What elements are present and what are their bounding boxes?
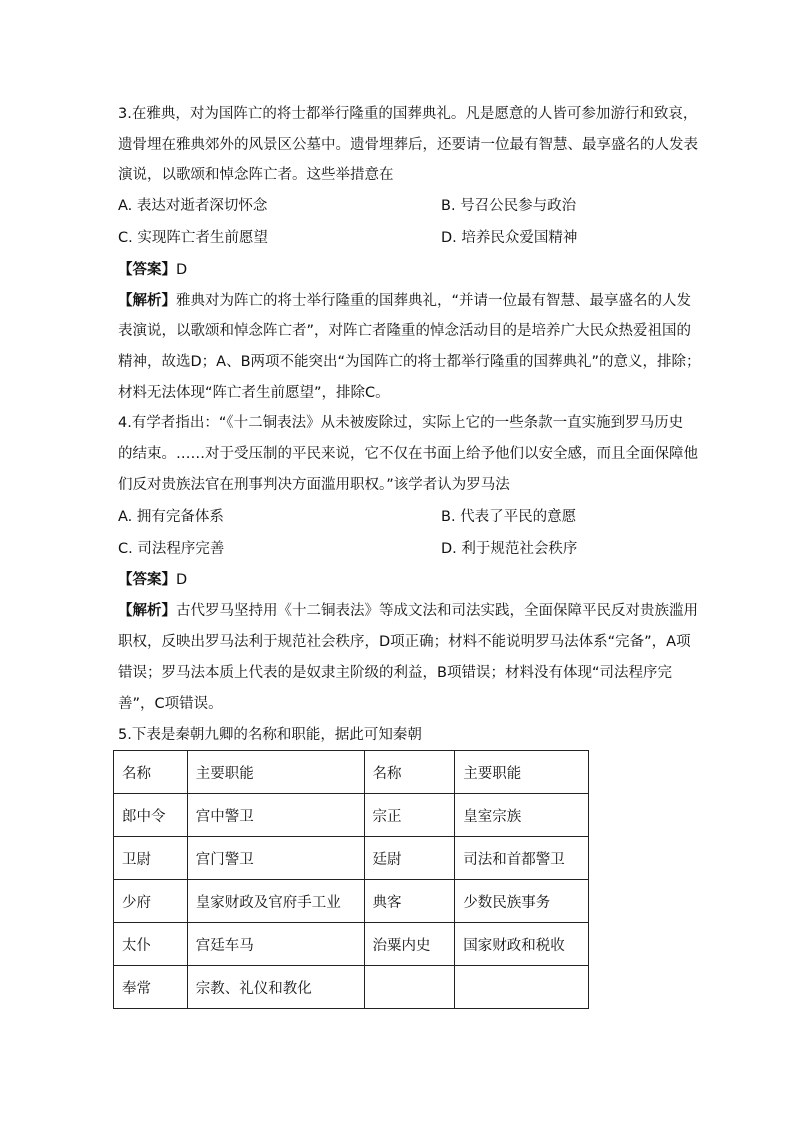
table-row <box>114 923 589 966</box>
q3-answer <box>118 260 688 280</box>
q3-analysis-line-3: 精神，故选D；A、B两项不能突出“为国阵亡的将士都举行隆重的国葬典礼”的意义，排除； <box>118 354 701 370</box>
analysis-text: 古代罗马坚持用《十二铜表法》等成文法和司法实践，全面保障平民反对贵族滥用 <box>176 603 698 619</box>
table-cell: 少数民族事务 <box>455 880 589 923</box>
q4-stem-line-3: 们反对贵族法官在刑事判决方面滥用职权。”该学者认为罗马法 <box>118 477 510 493</box>
answer-value: D <box>176 572 188 588</box>
table-cell: 名称 <box>114 751 188 794</box>
q3-stem-line-3: 演说，以歌颂和悼念阵亡者。这些举措意在 <box>118 167 394 183</box>
table-cell: 宫中警卫 <box>187 794 364 837</box>
q4-analysis-line-3: 错误；罗马法本质上代表的是奴隶主阶级的利益，B项错误；材料没有体现“司法程序完 <box>118 665 672 681</box>
q3-option-c: C. 实现阵亡者生前愿望 <box>118 230 268 246</box>
q5-stem: 5.下表是秦朝九卿的名称和职能，据此可知秦朝 <box>118 727 422 743</box>
q4-answer <box>118 570 688 590</box>
q3-analysis-line-2: 表演说，以歌颂和悼念阵亡者”，对阵亡者隆重的悼念活动目的是培养广大民众热爱祖国的 <box>118 323 692 339</box>
analysis-label: 【解析】 <box>118 293 176 309</box>
table-cell <box>455 966 589 1009</box>
q3-option-d: D. 培养民众爱国精神 <box>441 230 578 246</box>
q3-stem-line-2: 遗骨埋在雅典郊外的风景区公墓中。遗骨埋葬后，还要请一位最有智慧、最享盛名的人发表 <box>118 137 698 153</box>
q4-analysis-line-2: 职权，反映出罗马法利于规范社会秩序，D项正确；材料不能说明罗马法体系“完备”，A项 <box>118 634 691 650</box>
table-row <box>114 837 589 880</box>
table-row <box>114 966 589 1009</box>
table-cell: 宗正 <box>364 794 455 837</box>
table-cell: 郎中令 <box>114 794 188 837</box>
table-cell: 治粟内史 <box>364 923 455 966</box>
table-cell: 国家财政和税收 <box>455 923 589 966</box>
q4-option-d: D. 利于规范社会秩序 <box>441 541 578 557</box>
q3-option-b: B. 号召公民参与政治 <box>441 198 577 214</box>
answer-label: 【答案】 <box>118 572 176 588</box>
table-cell: 主要职能 <box>455 751 589 794</box>
table-cell <box>364 966 455 1009</box>
table-cell: 主要职能 <box>187 751 364 794</box>
q4-stem-line-1: 4.有学者指出：“《十二铜表法》从未被废除过，实际上它的一些条款一直实施到罗马历史 <box>118 415 684 431</box>
table-cell: 典客 <box>364 880 455 923</box>
table-cell: 太仆 <box>114 923 188 966</box>
table-cell: 少府 <box>114 880 188 923</box>
q3-analysis-line-1 <box>118 291 692 311</box>
q3-option-a: A. 表达对逝者深切怀念 <box>118 198 268 214</box>
table-row <box>114 880 589 923</box>
q4-analysis-line-1 <box>118 601 698 621</box>
q4-option-b: B. 代表了平民的意愿 <box>441 509 577 525</box>
analysis-label: 【解析】 <box>118 603 176 619</box>
q4-option-a: A. 拥有完备体系 <box>118 509 224 525</box>
answer-value: D <box>176 262 188 278</box>
q3-analysis-line-4: 材料无法体现“阵亡者生前愿望”，排除C。 <box>118 385 390 401</box>
answer-label: 【答案】 <box>118 262 176 278</box>
table-header-row <box>114 751 589 794</box>
table-cell: 廷尉 <box>364 837 455 880</box>
q4-stem-line-2: 的结束。……对于受压制的平民来说，它不仅在书面上给予他们以安全感，而且全面保障他 <box>118 446 698 462</box>
table-row <box>114 794 589 837</box>
table-cell: 皇家财政及官府手工业 <box>187 880 364 923</box>
table-cell: 宗教、礼仪和教化 <box>187 966 364 1009</box>
table-cell: 名称 <box>364 751 455 794</box>
q4-analysis-line-4: 善”，C项错误。 <box>118 696 223 712</box>
table-cell: 宫廷车马 <box>187 923 364 966</box>
table-cell: 卫尉 <box>114 837 188 880</box>
analysis-text: 雅典对为阵亡的将士举行隆重的国葬典礼，“并请一位最有智慧、最享盛名的人发 <box>176 293 692 309</box>
nine-ministers-table <box>113 750 589 1009</box>
q4-option-c: C. 司法程序完善 <box>118 541 225 557</box>
table-cell: 皇室宗族 <box>455 794 589 837</box>
table-cell: 奉常 <box>114 966 188 1009</box>
table-cell: 宫门警卫 <box>187 837 364 880</box>
table-cell: 司法和首都警卫 <box>455 837 589 880</box>
q3-stem-line-1: 3.在雅典，对为国阵亡的将士都举行隆重的国葬典礼。凡是愿意的人皆可参加游行和致哀， <box>118 106 698 122</box>
